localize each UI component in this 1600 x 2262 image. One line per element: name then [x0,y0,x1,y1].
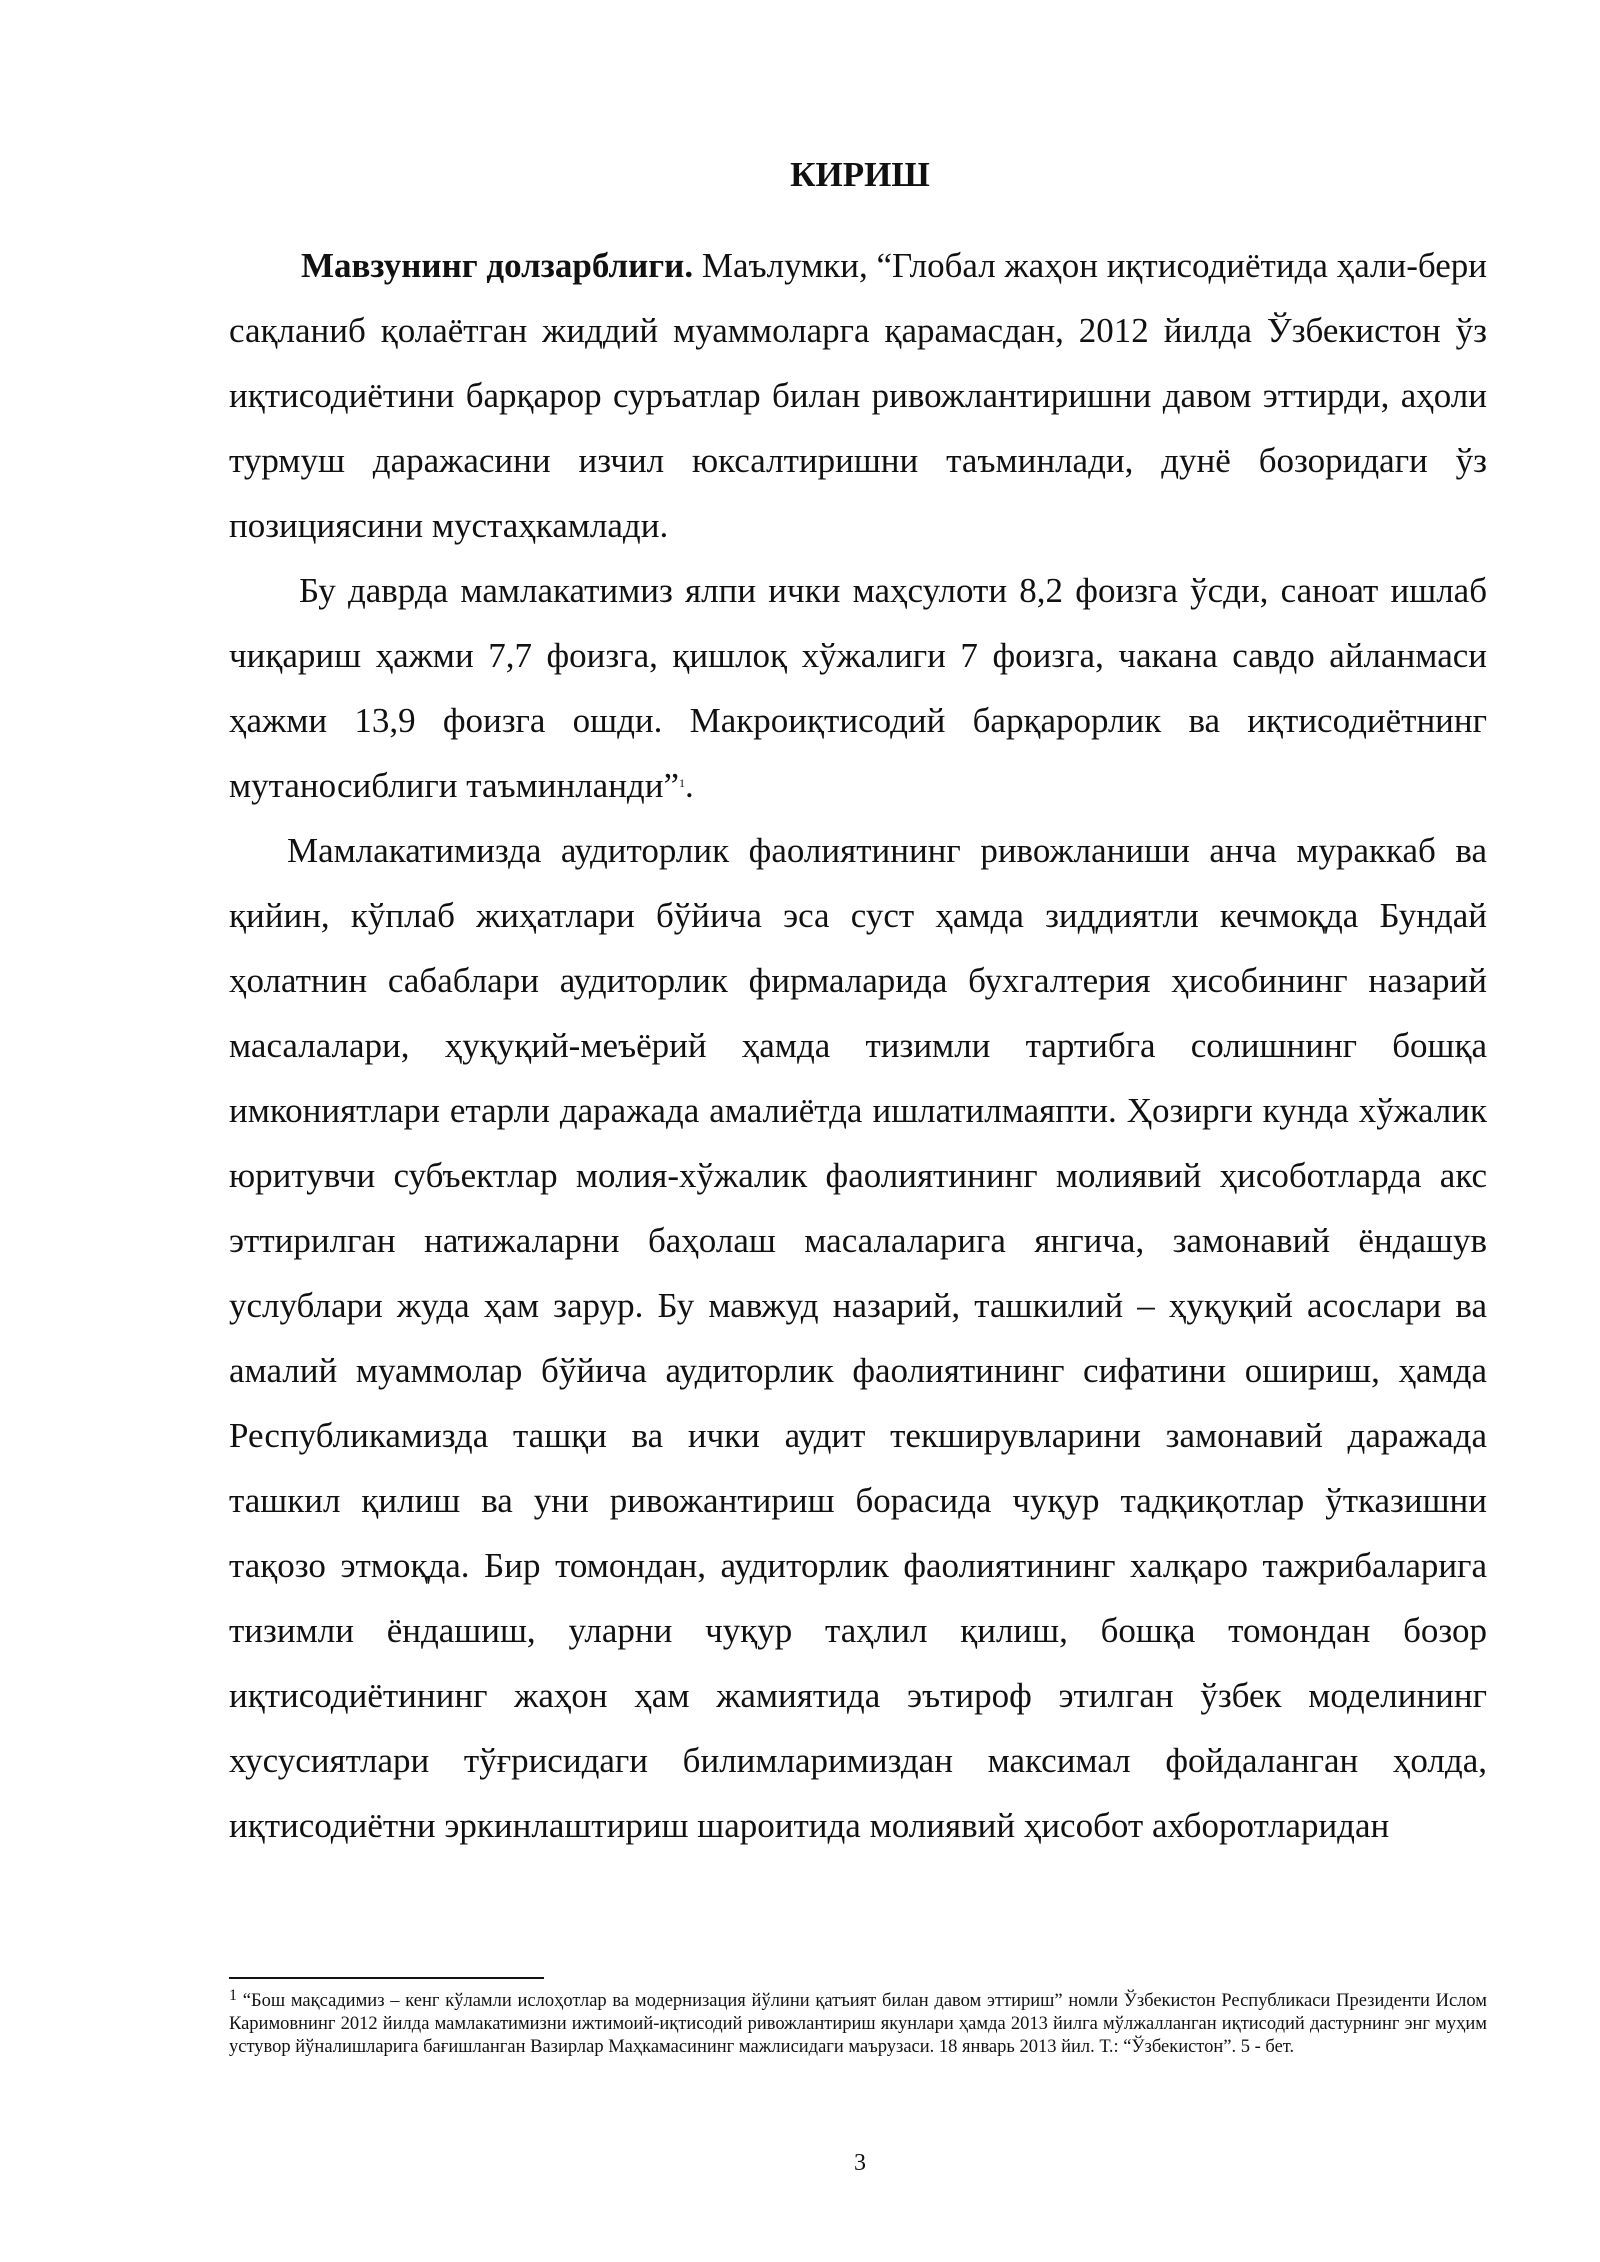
footnote [229,1987,1488,2059]
paragraph-economic-growth [229,558,1487,818]
page-title: КИРИШ [790,155,930,194]
paragraph-text: Мамлакатимизда аудиторлик фаолиятининг ривожланиши анча мураккаб ва қийин, кўплаб жиҳатлари бўйича эса суст ҳамда зиддиятли кечмоқда Бундай ҳолатнин сабаблари аудиторлик фирмаларида бухгалтерия ҳисобининг назарий масалалари, ҳуқуқий-меъёрий ҳамда тизимли тартибга солишнинг бошқа имкониятлари етарли даражада амалиётда ишлатилмаяпти. Ҳозирги кунда хўжалик юритувчи субъектлар молия-хўжалик фаолиятининг молиявий ҳисоботларда акс эттирилган натижаларни баҳолаш масалаларига янгича, замонавий ёндашув услублари жуда ҳам зарур. Бу мавжуд назарий, ташкилий – ҳуқуқий асослари ва амалий муаммолар бўйича аудиторлик фаолиятининг сифатини ошириш, ҳамда Республикамизда ташқи ва ички аудит текширувларини замонавий даражада ташкил қилиш ва уни ривожантириш борасида чуқур тадқиқотлар ўтказишни тақозо этмоқда. Бир томондан, аудиторлик фаолиятининг халқаро тажрибаларига тизимли ёндашиш, уларни чуқур таҳлил қилиш, бошқа томондан бозор иқтисодиётининг жаҳон ҳам жамиятида эътироф этилган ўзбек моделининг хусусиятлари тўғрисидаги билимларимиздан максимал фойдаланган ҳолда, иқтисодиётни эркинлаштириш шароитида молиявий ҳисобот ахборотларидан [229,831,1487,1845]
paragraph-relevance [229,233,1487,558]
page-number: 3 [854,2150,866,2176]
document-body [229,233,1487,1858]
paragraph-lead-heading: Мавзунинг долзарблиги. [301,246,694,285]
paragraph-audit-activity [229,818,1487,1858]
footnote-number: 1 [229,1987,237,2004]
paragraph-text: Бу даврда мамлакатимиз ялпи ички маҳсулоти 8,2 фоизга ўсди, саноат ишлаб чиқариш ҳажми 7,7 фоизга, қишлоқ хўжалиги 7 фоизга, чакана савдо айланмаси ҳажми 13,9 фоизга ошди. Макроиқтисодий барқарорлик ва иқтисодиётнинг мутаносиблиги таъминланди” [229,571,1487,805]
paragraph-text-end: . [685,766,694,805]
footnote-separator [229,1977,544,1979]
paragraph-text: Маълумки, “Глобал жаҳон иқтисодиётида ҳали-бери сақланиб қолаётган жиддий муаммоларга қарамасдан, 2012 йилда Ўзбекистон ўз иқтисодиётини барқарор суръатлар билан ривожлантиришни давом эттирди, аҳоли турмуш даражасини изчил юксалтиришни таъминлади, дунё бозоридаги ўз позициясини мустаҳкамлади. [229,246,1487,545]
footnote-text: “Бош мақсадимиз – кенг кўламли ислоҳотлар ва модернизация йўлини қатъият билан давом эттириш” номли Ўзбекистон Республикаси Президенти Ислом Каримовнинг 2012 йилда мамлакатимизни ижтимоий-иқтисодий ривожлантириш якунлари ҳамда 2013 йилга мўлжалланган иқтисодий дастурнинг энг муҳим устувор йўналишларига бағишланган Вазирлар Маҳкамасининг мажлисидаги маърузаси. 18 январь 2013 йил. Т.: “Ўзбекистон”. 5 - бет. [229,1991,1488,2057]
footnote-reference[interactable]: 1 [679,776,686,790]
